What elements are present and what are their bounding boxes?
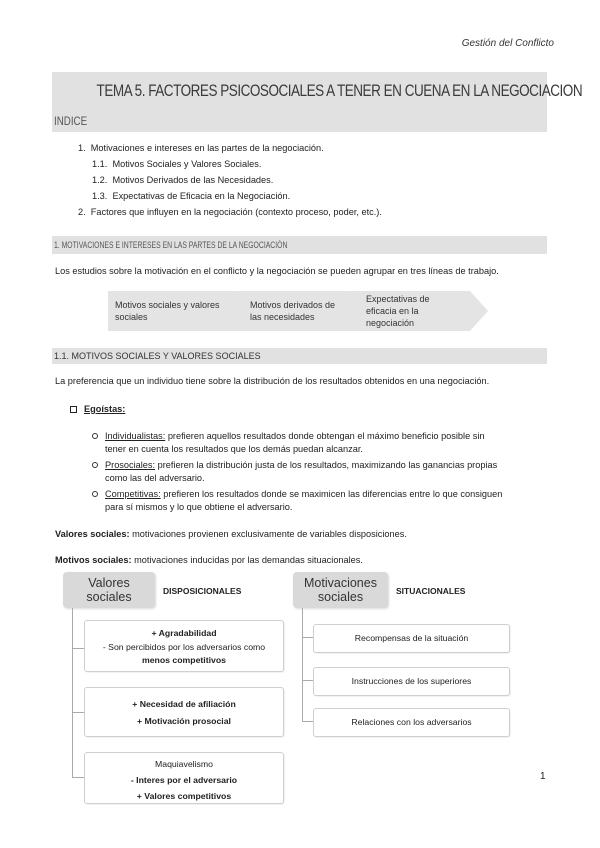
toc-text: Factores que influyen en la negociación (contexto proceso, poder, etc.). [90,207,382,217]
right-connector [302,608,303,722]
left-connector [72,608,73,778]
circle-bullet-icon [92,462,98,468]
section-1-1-heading: 1.1. MOTIVOS SOCIALES Y VALORES SOCIALES [54,351,261,361]
motivaciones-sociales-node [293,572,388,608]
toc-item-1-3 [92,188,290,204]
toc-item-1 [78,140,324,156]
type-desc-cont: como las del adversario. [105,473,205,483]
type-prosociales [105,459,547,485]
type-term: Competitivas: [105,489,161,499]
node-title-line: sociales [86,590,132,604]
section-1-1-banner [52,348,547,364]
section-1-intro: Los estudios sobre la motivación en el conflicto y la negociación se pueden agrupar en tres líneas de trabajo. [55,266,499,276]
toc-num: 1.2. [92,175,108,185]
type-desc: prefieren aquellos resultados donde obtengan el máximo beneficio posible sin [165,431,485,441]
box-line: + Motivación prosocial [137,716,231,726]
toc-num: 1.3. [92,191,108,201]
section-1-1-intro: La preferencia que un individuo tiene sobre la distribución de los resultados obtenidos en una negociación. [55,376,490,386]
motivos-term: Motivos sociales: [55,555,132,565]
chevron-step-2 [250,299,335,323]
box-line: menos competitivos [142,655,226,665]
connector-tick [302,637,313,638]
situacionales-label: SITUACIONALES [396,586,466,596]
page-title: TEMA 5. FACTORES PSICOSOCIALES A TENER EN CUENA EN LA NEGOCIACION [96,82,583,100]
connector-tick [72,648,84,649]
toc-item-1-2 [92,172,273,188]
type-desc-cont: tener en cuenta los resultados que los demás puedan alcanzar. [105,444,363,454]
chevron-line: las necesidades [250,312,315,322]
valores-sociales-def [55,528,407,541]
page-number: 1 [540,771,546,782]
type-term: Individualistas: [105,431,166,441]
situacional-box-recompensas: Recompensas de la situación [313,624,510,653]
box-line: - Interes por el adversario [130,775,238,785]
type-desc: prefieren los resultados donde se maximicen las diferencias entre lo que consiguen [160,489,503,499]
section-1-banner [52,236,547,254]
box-line: + Valores competitivos [136,791,232,801]
box-line: + Agradabilidad [151,628,217,638]
situacional-box-instrucciones: Instrucciones de los superiores [313,667,510,696]
title-banner [52,72,583,110]
node-title-line: Valores [88,576,130,590]
valores-sociales-node [63,572,155,608]
motivos-sociales-def [55,554,363,567]
toc-text: Motivos Derivados de las Necesidades. [112,175,274,185]
toc-item-2 [78,204,382,220]
node-title-line: sociales [317,590,364,604]
box-line: Maquiavelismo [155,759,213,769]
type-individualistas [105,430,547,456]
chevron-line: Expectativas de [366,294,430,304]
document-header-label: Gestión del Conflicto [461,38,554,49]
indice-heading: INDICE [54,116,88,128]
chevron-line: eficacia en la [366,306,419,316]
type-desc: prefieren la distribución justa de los resultados, maximizando las ganancias propias [155,460,498,470]
chevron-step-1 [115,299,220,323]
motivos-desc: motivaciones inducidas por las demandas situacionales. [131,555,363,565]
chevron-line: negociación [366,318,415,328]
type-term: Prosociales: [105,460,156,470]
disposicional-box-afiliacion [84,687,284,737]
chevron-step-3 [366,293,430,329]
connector-tick [72,712,84,713]
toc-text: Expectativas de Eficacia en la Negociación. [112,191,291,201]
toc-num: 1.1. [92,159,108,169]
square-bullet-icon [70,406,77,413]
box-line: - Son percibidos por los adversarios como [102,642,266,652]
toc-text: Motivos Sociales y Valores Sociales. [112,159,262,169]
disposicional-box-maquiavelismo [84,752,284,804]
section-1-heading: 1. MOTIVACIONES E INTERESES EN LAS PARTES DE LA NEGOCIACIÓN [54,240,288,251]
chevron-line: sociales [115,312,148,322]
connector-tick [72,777,84,778]
connector-tick [302,680,313,681]
toc-item-1-1 [92,156,261,172]
type-desc-cont: para sí mismos y lo que obtiene el adversario. [105,502,293,512]
disposicionales-label: DISPOSICIONALES [163,586,242,596]
type-competitivas [105,488,547,514]
valores-term: Valores sociales: [55,529,130,539]
node-title-line: Motivaciones [304,576,377,590]
connector-tick [302,721,313,722]
box-line: + Necesidad de afiliación [132,699,236,709]
toc-text: Motivaciones e intereses en las partes de la negociación. [90,143,324,153]
chevron-line: Motivos sociales y valores [115,300,220,310]
indice-banner [52,110,547,132]
egoistas-label: Egoístas: [84,404,126,414]
valores-desc: motivaciones provienen exclusivamente de variables disposiciones. [129,529,407,539]
chevron-line: Motivos derivados de [250,300,336,310]
circle-bullet-icon [92,491,98,497]
toc-num: 1. [78,143,86,153]
situacional-box-relaciones: Relaciones con los adversarios [313,708,510,737]
circle-bullet-icon [92,433,98,439]
toc-num: 2. [78,207,86,217]
disposicional-box-agradabilidad [84,620,284,672]
